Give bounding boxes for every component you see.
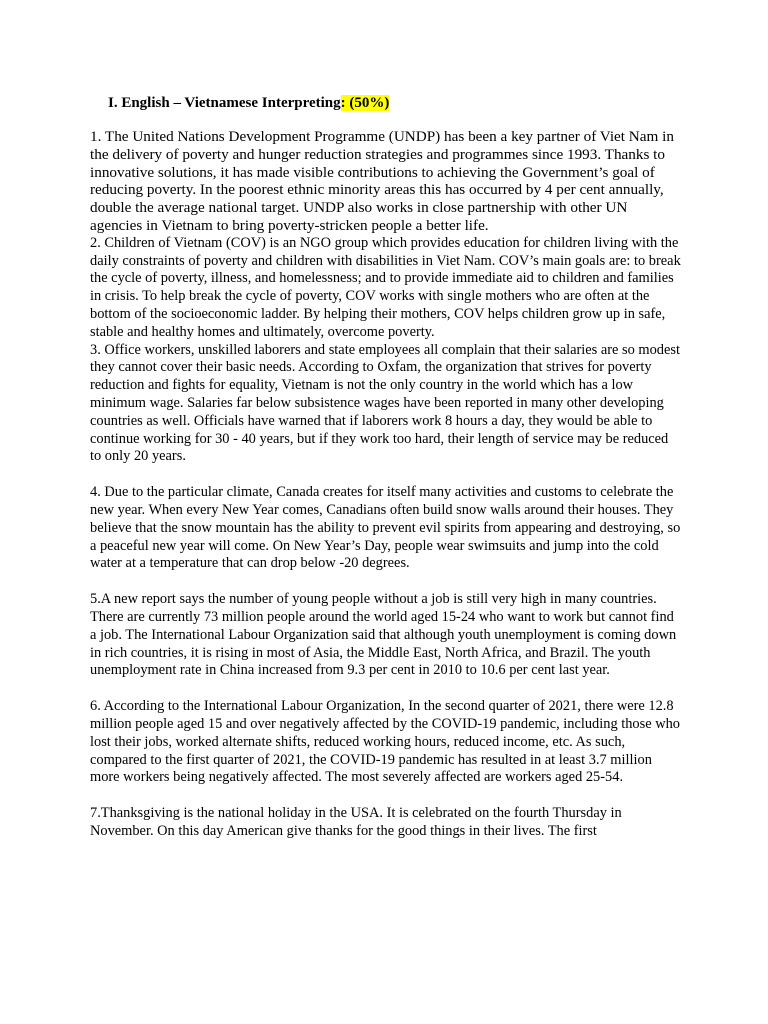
paragraph-4: 4. Due to the particular climate, Canada creates for itself many activities and customs to celebrate the new year. When every New Year comes, Canadians often build snow walls around their houses. They believe that the snow mountain has the ability to prevent evil spirits from appearing and destroying, so a peaceful new year will come. On New Year’s Day, people wear swimsuits and jump into the cold water at a temperature that can drop below -20 degrees. bbox=[90, 484, 681, 572]
paragraph-6: 6. According to the International Labour Organization, In the second quarter of 2021, there were 12.8 million people aged 15 and over negatively affected by the COVID-19 pandemic, including those who lost their jobs, worked alternate shifts, reduced working hours, reduced income, etc. As such, compared to the first quarter of 2021, the COVID-19 pandemic has resulted in at least 3.7 million more workers being negatively affected. The most severely affected are workers aged 25-54. bbox=[90, 698, 680, 786]
heading-highlight: : (50%) bbox=[340, 95, 390, 111]
paragraph-1: 1. The United Nations Development Programme (UNDP) has been a key partner of Viet Nam in the delivery of poverty and hunger reduction strategies and programmes since 1993. Thanks to innovative solutions, it has made visible contributions to achieving the Government’s goal of reducing poverty. In the poorest ethnic minority areas this has occurred by 4 per cent annually, double the average national target. UNDP also works in close partnership with other UN agencies in Vietnam to bring poverty-stricken people a better life. bbox=[90, 128, 674, 234]
section-heading bbox=[108, 94, 389, 112]
document-body bbox=[90, 128, 682, 841]
heading-text: I. English – Vietnamese Interpreting bbox=[108, 95, 341, 111]
paragraph-3: 3. Office workers, unskilled laborers and state employees all complain that their salaries are so modest they cannot cover their basic needs. According to Oxfam, the organization that strives for poverty reduction and fights for equality, Vietnam is not the only country in the world which has a low minimum wage. Salaries far below subsistence wages have been reported in many other developing countries as well. Officials have warned that if laborers work 8 hours a day, they would be able to continue working for 30 - 40 years, but if they work too hard, their length of service may be reduced to only 20 years. bbox=[90, 341, 680, 465]
paragraph-5: 5.A new report says the number of young people without a job is still very high in many countries. There are currently 73 million people around the world aged 15-24 who want to work but cannot find a job. The International Labour Organization said that although youth unemployment is coming down in rich countries, it is rising in most of Asia, the Middle East, North Africa, and Brazil. The youth unemployment rate in China increased from 9.3 per cent in 2010 to 10.6 per cent last year. bbox=[90, 591, 677, 679]
paragraph-7: 7.Thanksgiving is the national holiday in the USA. It is celebrated on the fourth Thursday in November. On this day American give thanks for the good things in their lives. The first bbox=[90, 805, 622, 839]
paragraph-2: 2. Children of Vietnam (COV) is an NGO group which provides education for children living with the daily constraints of poverty and children with disabilities in Viet Nam. COV’s main goals are: to break the cycle of poverty, illness, and homelessness; and to provide immediate aid to children and families in crisis. To help break the cycle of poverty, COV works with single mothers who are often at the bottom of the socioeconomic ladder. By helping their mothers, COV helps children grow up in safe, stable and healthy homes and ultimately, overcome poverty. bbox=[90, 234, 681, 340]
